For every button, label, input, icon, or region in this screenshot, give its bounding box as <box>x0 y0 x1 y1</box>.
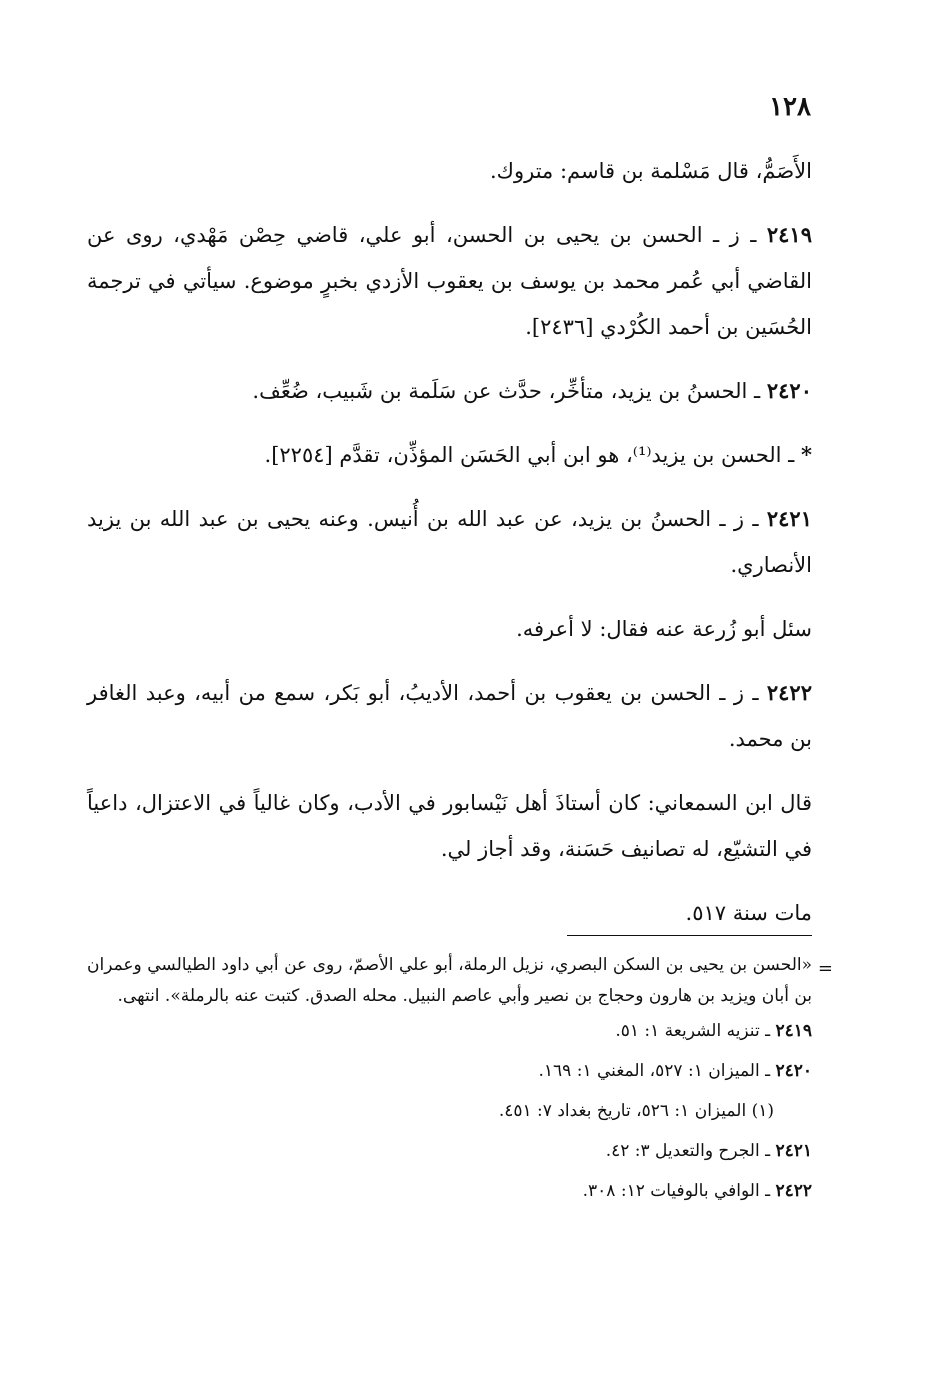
entry-text: سئل أبو زُرعة عنه فقال: لا أعرفه. <box>516 617 812 641</box>
entry-text: ـ الحسنُ بن يزيد، متأخِّر، حدَّث عن سَلَمة بن شَبيب، ضُعِّف. <box>252 379 767 403</box>
page-number: ١٢٨ <box>769 92 811 122</box>
footnote-item <box>87 1136 812 1167</box>
entry-text: ـ ز ـ الحسن بن يحيى بن الحسن، أبو علي، قاضي حِصْن مَهْدي، روى عن القاضي أبي عُمر محمد بن يوسف بن يعقوب الأزدي بخبرٍ موضوع. سيأتي في ترجمة الحُسَين بن أحمد الكُرْدي [٢٤٣٦]. <box>87 223 812 339</box>
footnote-number: (١) <box>751 1101 774 1121</box>
footnote-divider <box>567 935 812 936</box>
entry-2419 <box>87 212 812 350</box>
footnote-item <box>87 1176 812 1207</box>
entry-text: ـ ز ـ الحسن بن يعقوب بن أحمد، الأديبُ، أبو بَكر، سمع من أبيه، وعبد الغافر بن محمد. <box>87 681 812 751</box>
entry-2420 <box>87 368 812 414</box>
entry-text: ـ ز ـ الحسنُ بن يزيد، عن عبد الله بن أُنيس. وعنه يحيى بن عبد الله بن يزيد الأنصاري. <box>87 507 812 577</box>
entry-paragraph <box>87 780 812 872</box>
entry-cross-reference <box>87 432 812 478</box>
footnote-item <box>87 1056 812 1087</box>
continuation-mark: = <box>817 958 833 979</box>
entry-text: مات سنة ٥١٧. <box>685 901 812 925</box>
entry-number: ٢٤١٩ <box>766 222 812 247</box>
entry-2421 <box>87 496 812 588</box>
footnotes <box>87 950 812 1216</box>
entry-number: ٢٤٢٠ <box>766 378 812 403</box>
entry-continuation <box>87 148 812 194</box>
asterisk-mark: * <box>801 442 812 467</box>
footnote-text: ـ الوافي بالوفيات ١٢: ٣٠٨. <box>582 1181 776 1201</box>
footnote-text: الميزان ١: ٥٢٦، تاريخ بغداد ٧: ٤٥١. <box>498 1101 752 1121</box>
main-text <box>87 148 812 954</box>
footnote-number: ٢٤١٩ <box>775 1021 812 1041</box>
entry-number: ٢٤٢١ <box>766 506 812 531</box>
entry-2422 <box>87 670 812 762</box>
footnote-number: ٢٤٢٠ <box>775 1061 812 1081</box>
footnote-text: ـ الجرح والتعديل ٣: ٤٢. <box>605 1141 776 1161</box>
footnote-number: ٢٤٢٢ <box>775 1181 812 1201</box>
footnote-item <box>87 1016 812 1047</box>
entry-paragraph <box>87 606 812 652</box>
footnote-continuation: «الحسن بن يحيى بن السكن البصري، نزيل الرملة، أبو علي الأصمّ، روى عن أبي داود الطيالسي وعمران بن أبان ويزيد بن هارون وحجاج بن نصير وأبي عاصم النبيل. محله الصدق. كتبت عنه بالرملة». انتهى. <box>87 955 812 1006</box>
footnote-number: ٢٤٢١ <box>775 1141 812 1161</box>
entry-paragraph <box>87 890 812 936</box>
entry-text: ـ الحسن بن يزيد⁽¹⁾، هو ابن أبي الحَسَن المؤذِّن، تقدَّم [٢٢٥٤]. <box>264 443 802 467</box>
entry-text: الأَصَمُّ، قال مَسْلمة بن قاسم: متروك. <box>489 159 812 183</box>
entry-text: قال ابن السمعاني: كان أستاذَ أهل نَيْسابور في الأدب، وكان غالياً في الاعتزال، داعياً في التشيّع، له تصانيف حَسَنة، وقد أجاز لي. <box>87 791 812 861</box>
entry-number: ٢٤٢٢ <box>766 680 812 705</box>
footnote-item <box>87 1096 812 1127</box>
footnote-text: ـ تنزيه الشريعة ١: ٥١. <box>615 1021 776 1041</box>
footnote-text: ـ الميزان ١: ٥٢٧، المغني ١: ١٦٩. <box>538 1061 776 1081</box>
